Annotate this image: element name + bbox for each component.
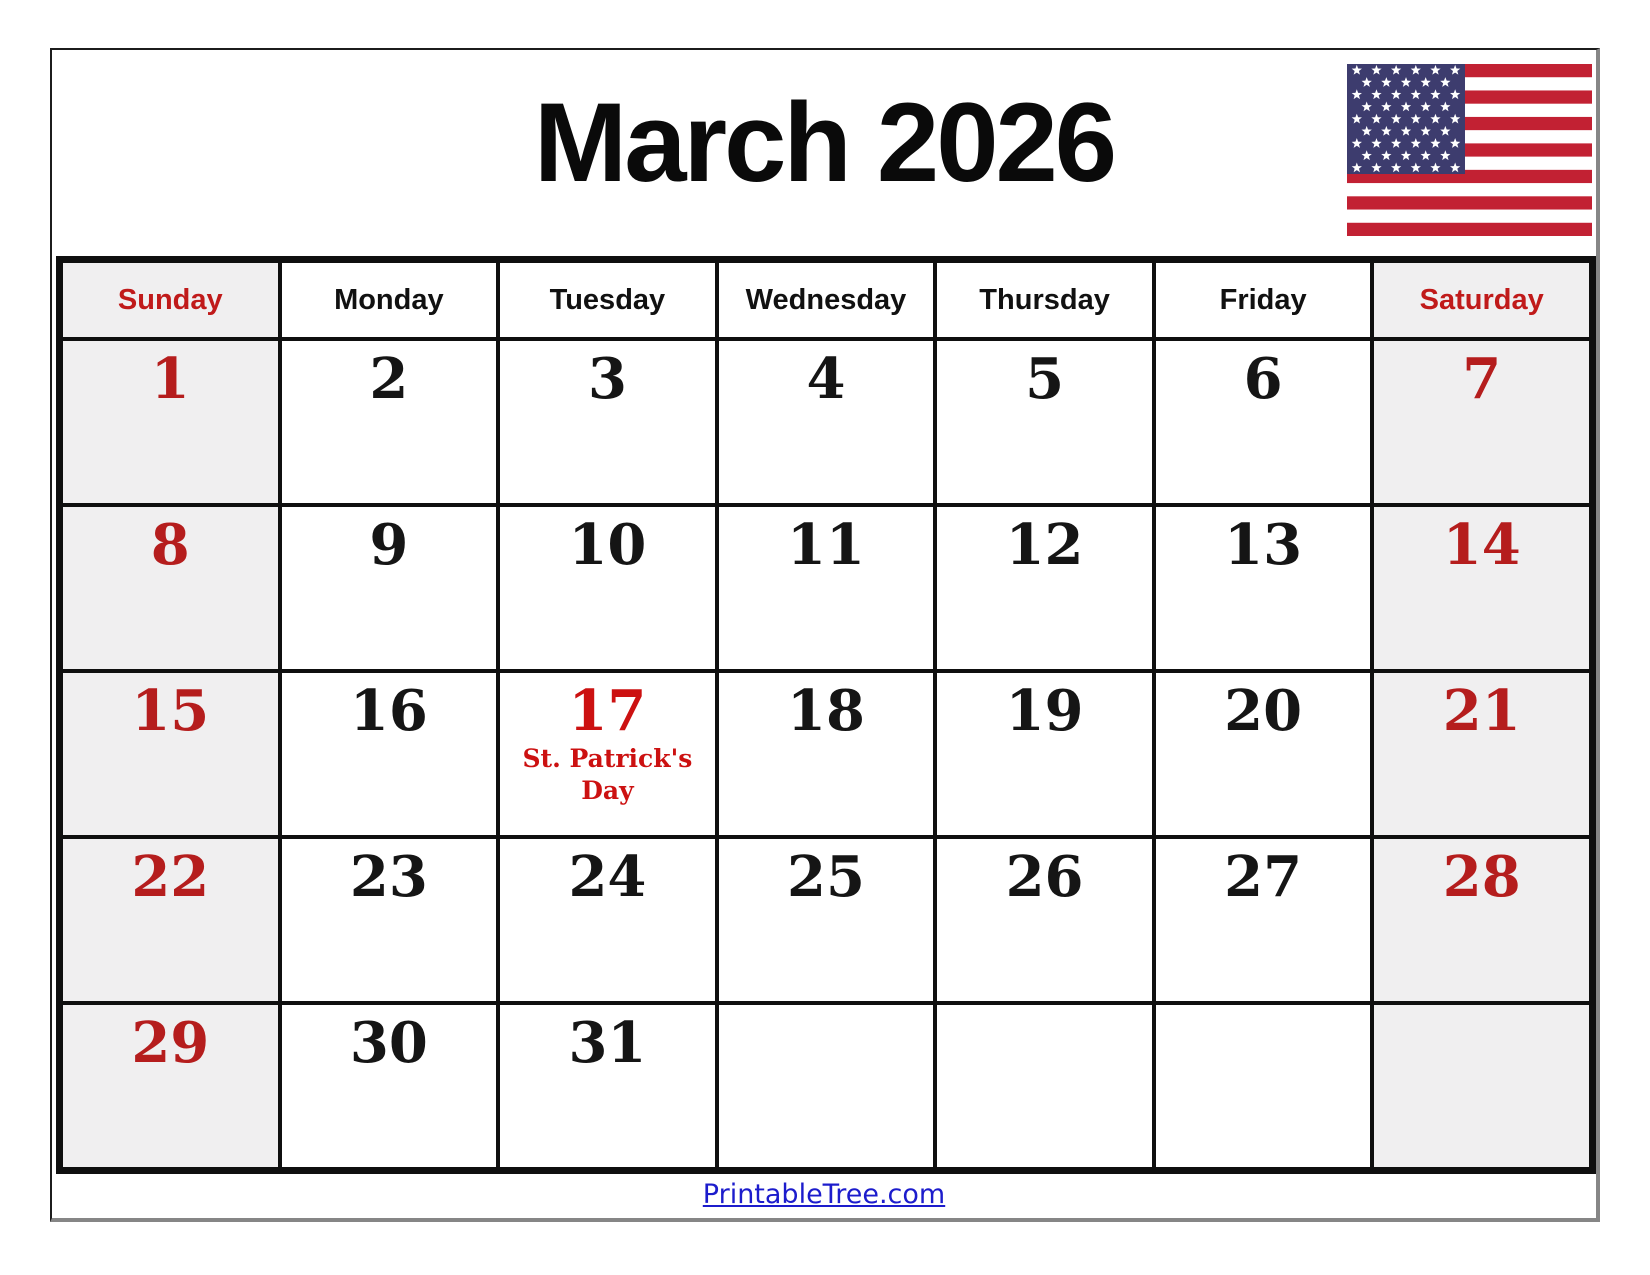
calendar-cell-empty: [935, 1003, 1154, 1169]
calendar-cell-day-9: [280, 505, 499, 671]
day-number: 9: [369, 512, 409, 578]
calendar-cell-day-8: [61, 505, 280, 671]
calendar-cell-day-11: [717, 505, 936, 671]
day-number: 26: [1005, 844, 1084, 910]
day-number: 5: [1025, 346, 1065, 412]
day-number: 19: [1005, 678, 1084, 744]
day-number: 14: [1442, 512, 1521, 578]
calendar-cell-day-29: [61, 1003, 280, 1169]
calendar-cell-day-18: [717, 671, 936, 837]
day-number: 7: [1462, 346, 1502, 412]
day-number: 4: [806, 346, 846, 412]
calendar-cell-day-16: [280, 671, 499, 837]
weekday-header-label: Wednesday: [745, 283, 907, 316]
calendar-cell-day-14: [1372, 505, 1591, 671]
calendar-cell-empty: [717, 1003, 936, 1169]
day-number: 1: [150, 346, 190, 412]
day-number: 24: [568, 844, 647, 910]
day-number: 23: [349, 844, 428, 910]
day-number: 16: [349, 678, 428, 744]
day-number: 17: [568, 678, 647, 744]
calendar-cell-day-3: [498, 339, 717, 505]
calendar-cell-empty: [1154, 1003, 1373, 1169]
calendar-cell-day-6: [1154, 339, 1373, 505]
calendar-cell-day-10: [498, 505, 717, 671]
day-number: 11: [787, 512, 865, 578]
day-number: 3: [587, 346, 627, 412]
day-number: 6: [1243, 346, 1283, 412]
weekday-header-tuesday: [498, 261, 717, 339]
calendar-cell-day-12: [935, 505, 1154, 671]
calendar-cell-day-31: [498, 1003, 717, 1169]
day-number: 12: [1005, 512, 1084, 578]
day-number: 21: [1442, 678, 1521, 744]
calendar-cell-day-24: [498, 837, 717, 1003]
weekday-header-label: Saturday: [1419, 283, 1544, 316]
calendar-cell-day-7: [1372, 339, 1591, 505]
day-number: 30: [349, 1010, 428, 1076]
day-number: 25: [787, 844, 865, 910]
page-title: March 2026: [533, 80, 1115, 205]
calendar-cell-day-2: [280, 339, 499, 505]
footer: [52, 1179, 1596, 1210]
calendar-cell-day-19: [935, 671, 1154, 837]
calendar-cell-day-25: [717, 837, 936, 1003]
calendar-cell-day-13: [1154, 505, 1373, 671]
weekday-header-label: Friday: [1219, 283, 1307, 316]
weekday-header-monday: [280, 261, 499, 339]
day-number: 18: [787, 678, 865, 744]
holiday-label: St. Patrick's Day: [522, 744, 693, 805]
day-number: 10: [568, 512, 647, 578]
weekday-header-wednesday: [717, 261, 936, 339]
day-number: 29: [131, 1010, 210, 1076]
calendar-cell-day-26: [935, 837, 1154, 1003]
weekday-header-friday: [1154, 261, 1373, 339]
weekday-header-sunday: [61, 261, 280, 339]
day-number: 27: [1224, 844, 1303, 910]
weekday-header-label: Tuesday: [549, 283, 666, 316]
day-number: 2: [369, 346, 409, 412]
calendar-cell-day-28: [1372, 837, 1591, 1003]
day-number: 20: [1224, 678, 1303, 744]
calendar-cell-day-17: [498, 671, 717, 837]
calendar-cell-empty: [1372, 1003, 1591, 1169]
calendar-cell-day-5: [935, 339, 1154, 505]
calendar-cell-day-1: [61, 339, 280, 505]
day-number: 31: [568, 1010, 647, 1076]
calendar-page: [50, 48, 1600, 1222]
calendar-grid: [56, 256, 1596, 1174]
printabletree-link[interactable]: PrintableTree.com: [702, 1179, 946, 1210]
day-number: 22: [131, 844, 210, 910]
calendar-cell-day-27: [1154, 837, 1373, 1003]
calendar-cell-day-21: [1372, 671, 1591, 837]
day-number: 15: [131, 678, 210, 744]
calendar-cell-day-15: [61, 671, 280, 837]
day-number: 13: [1224, 512, 1303, 578]
weekday-header-label: Sunday: [117, 283, 223, 316]
calendar-cell-day-22: [61, 837, 280, 1003]
weekday-header-thursday: [935, 261, 1154, 339]
weekday-header-label: Monday: [334, 283, 444, 316]
day-number: 8: [150, 512, 190, 578]
calendar-cell-day-23: [280, 837, 499, 1003]
calendar-cell-day-20: [1154, 671, 1373, 837]
weekday-header-label: Thursday: [979, 283, 1110, 316]
us-flag-icon: [1347, 64, 1592, 236]
weekday-header-saturday: [1372, 261, 1591, 339]
day-number: 28: [1442, 844, 1521, 910]
calendar-cell-day-4: [717, 339, 936, 505]
calendar-cell-day-30: [280, 1003, 499, 1169]
